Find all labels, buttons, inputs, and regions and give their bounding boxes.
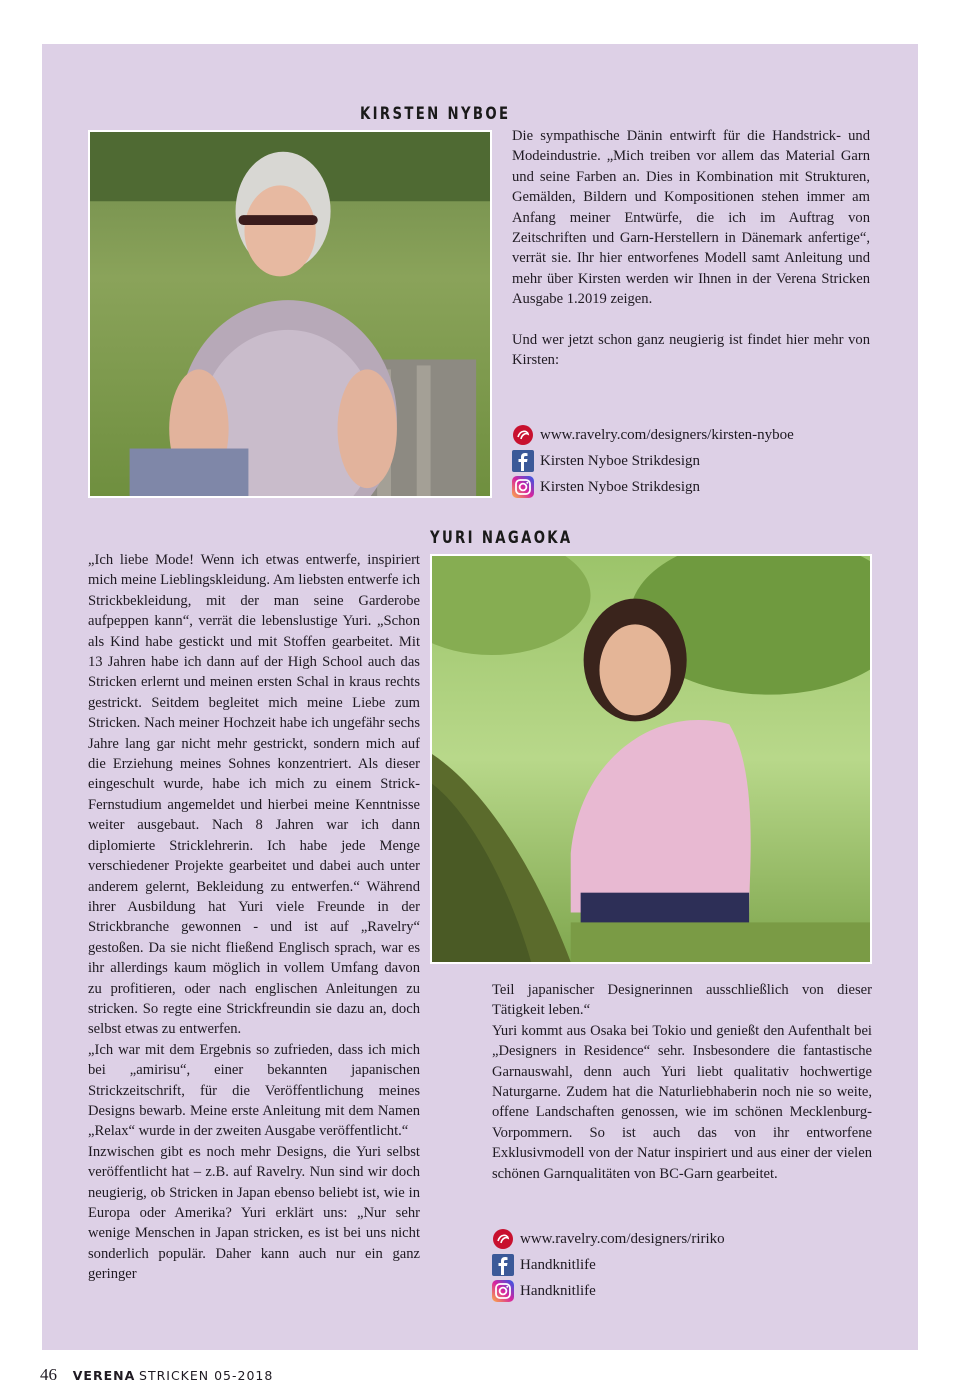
paragraph: Inzwischen gibt es noch mehr Designs, die Yuri selbst veröffentlicht hat – z.B. auf Ravelry. Nun sind wir doch neugierig, ob Stricken in Japan ebenso beliebt ist, wie in Europa oder Amerika? Yuri erklärt uns: „Nur sehr wenige Menschen in Japan stricken, es ist bei uns nicht sonderlich populär. Daher kann auch nur ein ganz geringer <box>88 1143 420 1283</box>
instagram-link-text: Kirsten Nyboe Strikdesign <box>540 478 700 495</box>
section-heading-kirsten: KIRSTEN NYBOE <box>360 104 511 124</box>
facebook-link[interactable] <box>512 448 794 474</box>
facebook-link-text: Handknitlife <box>520 1256 596 1273</box>
instagram-icon <box>492 1280 514 1302</box>
ravelry-link[interactable] <box>512 422 794 448</box>
paragraph: „Ich war mit dem Ergebnis so zufrieden, dass ich mich bei „amirisu“, einer bekannten japanischen Strickzeitschrift, für die Veröffentlichung meines Designs bewarb. Meine erste Anleitung mit dem Namen „Relax“ wurde in der zweiten Ausgabe veröffentlicht.“ <box>88 1041 420 1140</box>
instagram-icon <box>512 476 534 498</box>
instagram-link[interactable] <box>492 1278 725 1304</box>
yuri-text-left <box>88 550 420 1285</box>
facebook-icon <box>492 1254 514 1276</box>
section-heading-yuri: YURI NAGAOKA <box>430 528 573 548</box>
paragraph: Und wer jetzt schon ganz neugierig ist findet hier mehr von Kirsten: <box>512 331 870 369</box>
facebook-link[interactable] <box>492 1252 725 1278</box>
facebook-link-text: Kirsten Nyboe Strikdesign <box>540 452 700 469</box>
ravelry-link-text: www.ravelry.com/designers/kirsten-nyboe <box>540 426 794 443</box>
yuri-links <box>492 1226 725 1304</box>
kirsten-links <box>512 422 794 500</box>
yuri-photo <box>430 554 872 964</box>
ravelry-icon <box>512 424 534 446</box>
page-number: 46 <box>40 1365 57 1384</box>
page-footer <box>40 1365 273 1385</box>
yuri-text-right <box>492 980 872 1184</box>
instagram-link-text: Handknitlife <box>520 1282 596 1299</box>
ravelry-link-text: www.ravelry.com/designers/ririko <box>520 1230 725 1247</box>
paragraph: „Ich liebe Mode! Wenn ich etwas entwerfe, inspiriert mich meine Lieblingskleidung. Am liebsten entwerfe ich Strickbekleidung, mit der man seine Garderobe aufpeppen kann“, verrät die lebenslustige Yuri. „Schon als Kind habe gestickt und mit Stoffen gearbeitet. Mit 13 Jahren habe ich dann auf der High School auch das Stricken erlernt und meinen ersten Schal in kraus rechts gestrickt. Seitdem begleitet mich meine Liebe zum Stricken. Nach meiner Hochzeit habe ich ungefähr sechs Jahre lang gar nicht mehr gestrickt, sondern mich auf die Erziehung meines Sohnes konzentriert. Als dieser eingeschult wurde, habe ich mich zu einem Strick-Fernstudium angemeldet und hierbei meine Kenntnisse weiter ausgebaut. Nach 8 Jahren war ich dann diplomierte Stricklehrerin. Ich habe jede Menge verschiedener Projekte gearbeitet und dabei auch unter anderem gelernt, Bekleidung zu entwerfen.“ Während ihrer Ausbildung hat Yuri viele Freunde in der Strickbranche gewonnen - und ist auf „Ravelry“ gestoßen. Da sie nicht fließend Englisch sprach, war es ihr allerdings kaum möglich in vollem Umfang davon zu profitieren, oder nach englischen Anleitungen zu stricken. So regte eine Strickfreundin sie dazu an, doch selbst etwas zu entwerfen. <box>88 552 420 1038</box>
facebook-icon <box>512 450 534 472</box>
magazine-name: VERENA <box>72 1368 136 1383</box>
instagram-link[interactable] <box>512 474 794 500</box>
ravelry-link[interactable] <box>492 1226 725 1252</box>
ravelry-icon <box>492 1228 514 1250</box>
paragraph: Teil japanischer Designerinnen ausschließlich von dieser Tätigkeit leben.“ <box>492 982 872 1019</box>
kirsten-photo <box>88 130 492 498</box>
paragraph: Die sympathische Dänin entwirft für die Handstrick- und Modeindustrie. „Mich treiben vor allem das Material Garn und seine Farben an. Dies in Kombination mit Strukturen, Gemälden, Bildern und Kompositionen stehen immer am Anfang meiner Entwürfe, die ich im Auftrag von Zeitschriften und Garn-Herstellern in Dänemark anfertige“, verrät sie. Ihr hier entworfenes Modell samt Anleitung und mehr über Kirsten werden wir Ihnen in der Verena Stricken Ausgabe 1.2019 zeigen. <box>512 128 870 308</box>
magazine-issue: STRICKEN 05-2018 <box>139 1368 274 1383</box>
kirsten-text <box>512 126 870 370</box>
paragraph: Yuri kommt aus Osaka bei Tokio und genießt den Aufenthalt bei „Designers in Residence“ sehr. Insbesondere die fantastische Garnauswahl, denn auch Yuri liebt qualitativ hochwertige Naturgarne. Zudem hat die Naturliebhaberin noch nie so weite, offene Landschaften genossen, wie im schönen Mecklenburg-Vorpommern. So ist auch das von ihr entworfene Exklusivmodell von der Natur inspiriert und aus einer der vielen schönen Garnqualitäten von BC-Garn gearbeitet. <box>492 1022 872 1182</box>
